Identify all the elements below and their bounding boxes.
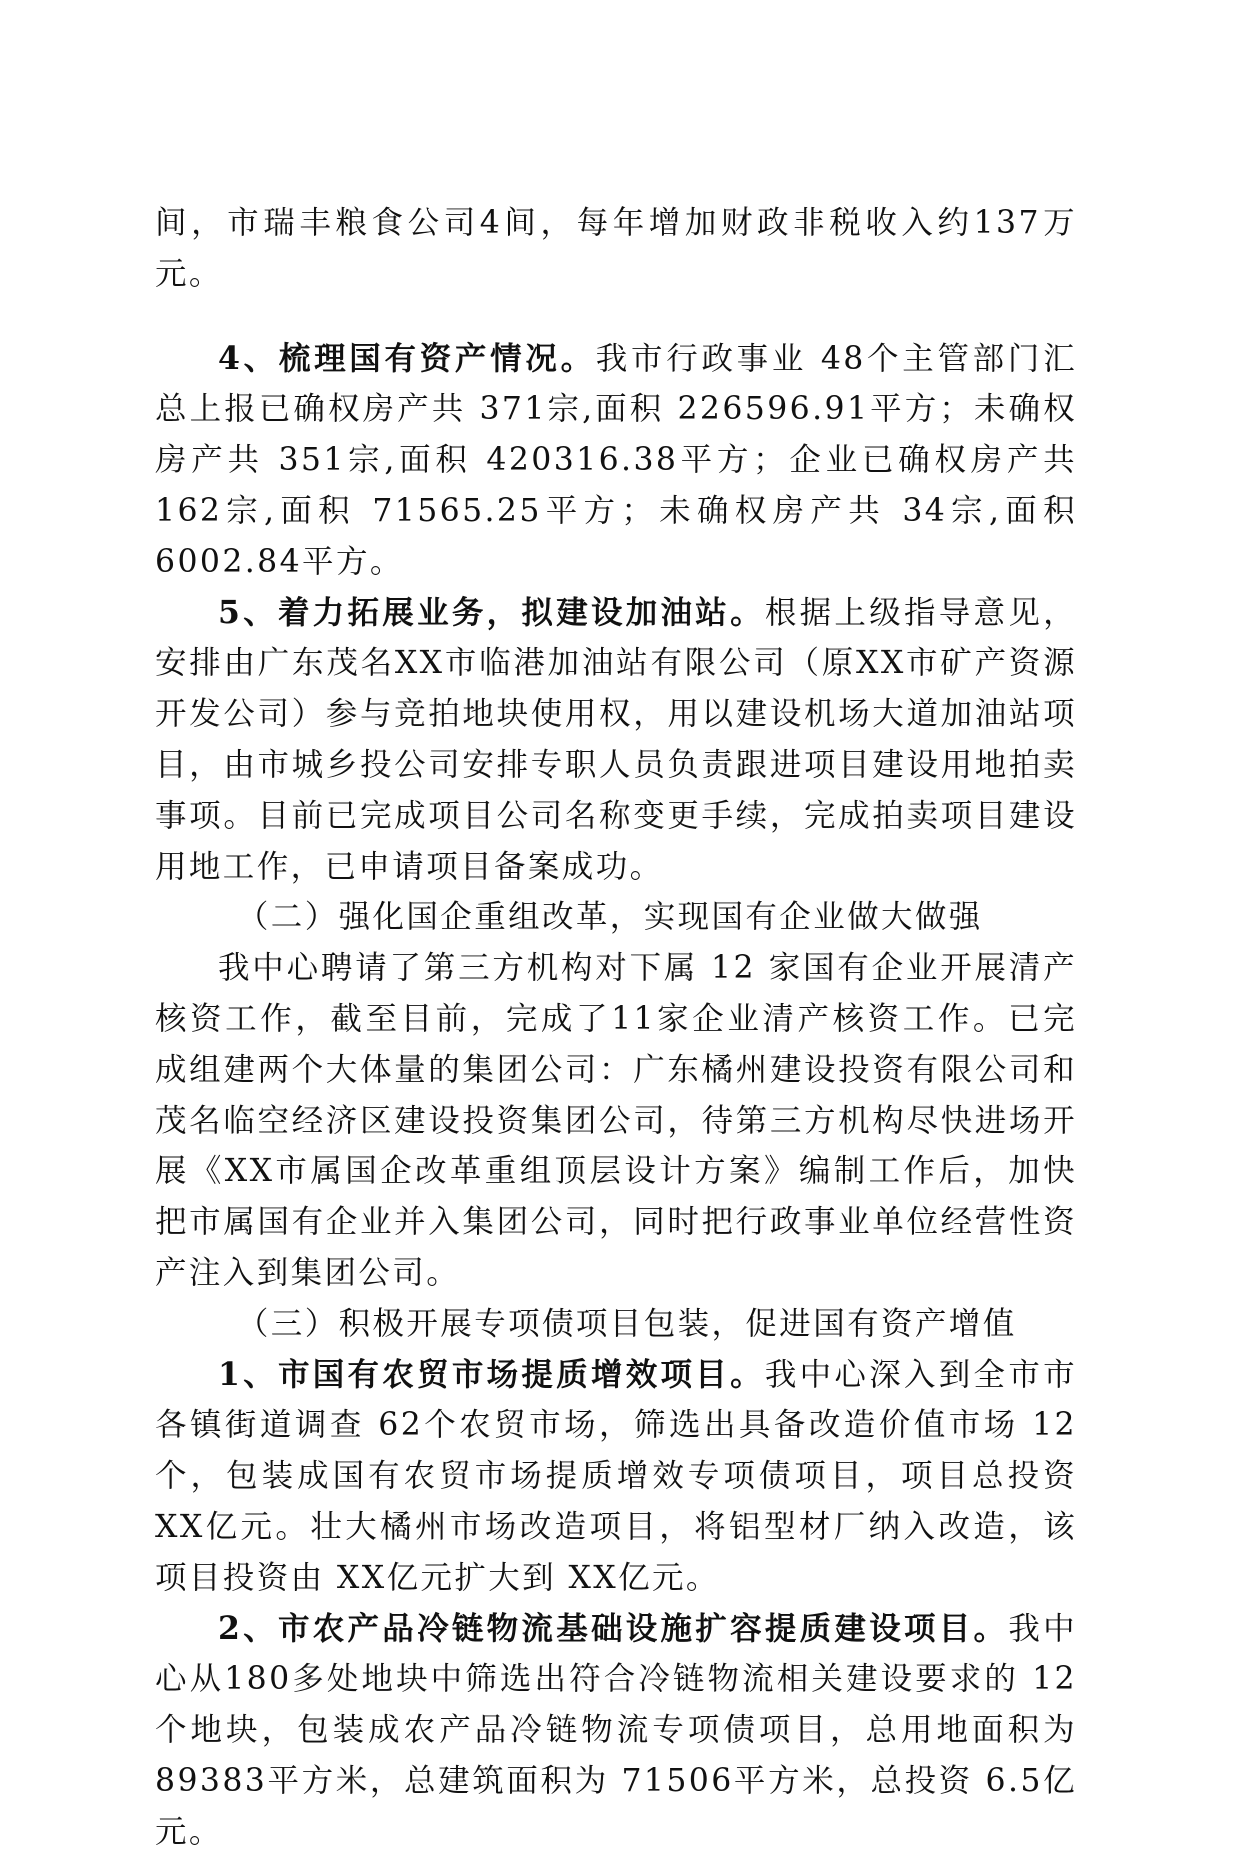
section-heading-3 bbox=[155, 1299, 1077, 1350]
paragraph-text: 我中心聘请了第三方机构对下属 12 家国有企业开展清产核资工作，截至目前，完成了11家企业清产核资工作。已完成组建两个大体量的集团公司：广东橘州建设投资有限公司和茂名临空经济区建设投资集团公司，待第三方机构尽快进场开展《XX市属国企改革重组顶层设计方案》编制工作后，加快把市属国有企业并入集团公司，同时把行政事业单位经营性资产注入到集团公司。 bbox=[155, 950, 1077, 1291]
paragraph-text: 我市行政事业 48个主管部门汇总上报已确权房产共 371宗,面积 226596.91平方；未确权房产共 351宗,面积 420316.38平方；企业已确权房产共 162宗,面积 71565.25平方；未确权房产共 34宗,面积 6002.84平方。 bbox=[155, 340, 1077, 580]
heading-text: （二）强化国企重组改革，实现国有企业做大做强 bbox=[236, 899, 983, 936]
paragraph-cold-chain-project bbox=[155, 1604, 1077, 1858]
document-body bbox=[155, 198, 1077, 1858]
paragraph-text: 我中心从180多处地块中筛选出符合冷链物流相关建设要求的 12个地块，包装成农产品冷链物流专项债项目，总用地面积为 89383平方米，总建筑面积为 71506平方米，总投资 6.5亿元。 bbox=[155, 1610, 1077, 1850]
paragraph-text: 间，市瑞丰粮食公司4间，每年增加财政非税收入约137万元。 bbox=[155, 205, 1077, 292]
heading-text: （三）积极开展专项债项目包装，促进国有资产增值 bbox=[236, 1305, 1017, 1342]
paragraph-gas-station bbox=[155, 588, 1077, 893]
paragraph-market-project bbox=[155, 1350, 1077, 1604]
paragraph-text: 根据上级指导意见，安排由广东茂名XX市临港加油站有限公司（原XX市矿产资源开发公司）参与竞拍地块使用权，用以建设机场大道加油站项目，由市城乡投公司安排专职人员负责跟进项目建设用地拍卖事项。目前已完成项目公司名称变更手续，完成拍卖项目建设用地工作，已申请项目备案成功。 bbox=[155, 594, 1077, 885]
section-heading-2 bbox=[155, 892, 1077, 943]
paragraph-title: 1、市国有农贸市场提质增效项目。 bbox=[218, 1355, 765, 1393]
paragraph-title: 5、着力拓展业务，拟建设加油站。 bbox=[218, 593, 765, 631]
paragraph-title: 2、市农产品冷链物流基础设施扩容提质建设项目。 bbox=[218, 1609, 1009, 1647]
paragraph-text: 我中心深入到全市市各镇街道调查 62个农贸市场，筛选出具备改造价值市场 12个，包装成国有农贸市场提质增效专项债项目，项目总投资 XX亿元。壮大橘州市场改造项目，将铝型材厂纳入改造，该项目投资由 XX亿元扩大到 XX亿元。 bbox=[155, 1356, 1077, 1596]
paragraph-continuation bbox=[155, 198, 1077, 300]
paragraph-restructuring bbox=[155, 943, 1077, 1299]
paragraph-state-assets bbox=[155, 334, 1077, 588]
paragraph-title: 4、梳理国有资产情况。 bbox=[218, 339, 596, 377]
